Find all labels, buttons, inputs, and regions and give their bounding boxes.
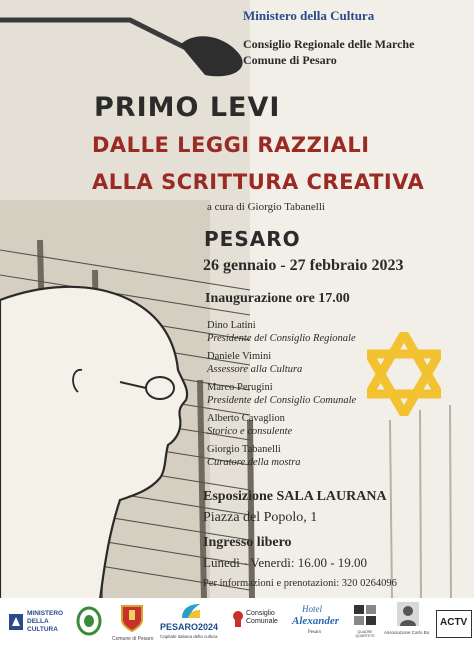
speaker-role: Storico e consulente <box>207 425 293 437</box>
title-line-3: ALLA SCRITTURA CREATIVA <box>92 170 425 194</box>
hotel-city-text: Pesaro <box>308 630 322 635</box>
pesaro2024-mark-icon <box>180 602 202 620</box>
city-name: PESARO <box>204 227 301 251</box>
venue-name: Esposizione SALA LAURANA <box>203 489 387 504</box>
speaker-name: Dino Latini <box>207 320 256 331</box>
curator-line: a cura di Giorgio Tabanelli <box>207 201 325 213</box>
speaker-name: Marco Perugini <box>207 382 273 393</box>
pesaro2024-subtext: Capitale italiana della cultura <box>160 634 218 639</box>
speaker-name: Alberto Cavaglion <box>207 413 285 424</box>
organizers <box>243 36 414 68</box>
speakers-list <box>207 320 377 475</box>
carlo-bo-portrait-icon <box>397 602 419 626</box>
speaker-name: Giorgio Tabanelli <box>207 444 281 455</box>
speaker-role: Presidente del Consiglio Comunale <box>207 394 357 406</box>
quadre-logo <box>350 604 380 644</box>
regional-seal-icon <box>76 606 102 636</box>
contact-info: Per informazioni e prenotazioni: 320 0264096 <box>203 578 397 589</box>
ministry-name: Ministero della Cultura <box>243 8 375 23</box>
speaker-entry <box>207 351 377 376</box>
hotel-alexander-logo <box>292 604 344 644</box>
ministero-text-1: MINISTERO <box>27 610 64 617</box>
opening-hours: Lunedì - Venerdì: 16.00 - 19.00 <box>203 555 368 570</box>
title-line-1: PRIMO LEVI <box>94 92 281 123</box>
consiglio-mark-icon <box>232 610 244 628</box>
speaker-role: Assessore alla Cultura <box>207 363 303 375</box>
venue-address: Piazza del Popolo, 1 <box>203 510 318 525</box>
speaker-role: Presidente del Consiglio Regionale <box>207 332 356 344</box>
ministero-text-2: DELLA <box>27 618 49 625</box>
carlo-bo-text: Associazione Carlo Bo <box>384 630 430 635</box>
comune-crest-icon <box>120 602 144 632</box>
ministero-emblem-icon <box>8 612 24 632</box>
comune-name: Comune di Pesaro <box>243 53 337 67</box>
speaker-entry <box>207 444 377 469</box>
speaker-name: Daniele Vimini <box>207 351 272 362</box>
speaker-entry <box>207 413 377 438</box>
consiglio-text-1: Consiglio <box>246 610 275 617</box>
star-of-david-icon <box>367 332 441 416</box>
entry-info: Ingresso libero <box>203 535 292 550</box>
speaker-entry <box>207 320 377 345</box>
pesaro2024-logo <box>160 602 226 646</box>
speaker-role: Curatore della mostra <box>207 456 301 468</box>
ministero-text-3: CULTURA <box>27 626 58 633</box>
sponsor-logos <box>0 598 474 648</box>
carlo-bo-logo <box>384 602 432 644</box>
pesaro2024-text: PESARO2024 <box>160 622 219 632</box>
quadre-mark-icon <box>353 604 377 626</box>
comune-logo-text: Comune di Pesaro <box>112 636 154 642</box>
council-name: Consiglio Regionale delle Marche <box>243 37 415 51</box>
consiglio-text-2: Comunale <box>246 618 278 625</box>
event-dates: 26 gennaio - 27 febbraio 2023 <box>203 257 404 274</box>
hotel-text: Hotel <box>302 604 322 614</box>
comune-logo <box>112 602 152 646</box>
alexander-text: Alexander <box>292 615 340 627</box>
inauguration-time: Inaugurazione ore 17.00 <box>205 291 350 306</box>
title-line-2: DALLE LEGGI RAZZIALI <box>92 133 370 157</box>
quadre-text: QUADRE QUARTETS <box>355 630 375 638</box>
actv-logo <box>436 610 472 638</box>
actv-text: ACTV <box>440 617 468 628</box>
speaker-entry <box>207 382 377 407</box>
